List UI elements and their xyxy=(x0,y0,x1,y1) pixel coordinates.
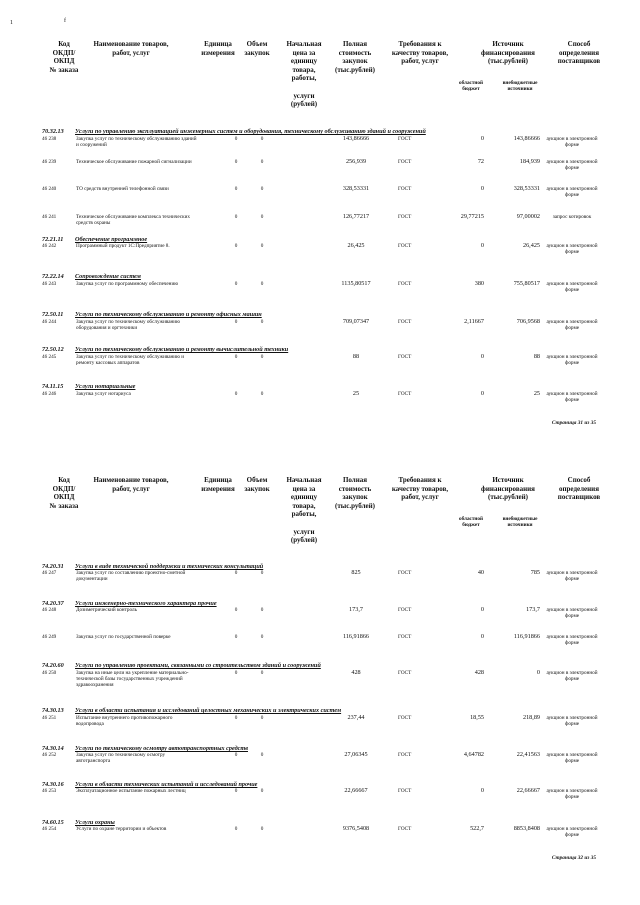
regional-budget-value: 0 xyxy=(480,633,484,640)
full-cost-value: 143,86666 xyxy=(342,135,370,142)
header-funding-source: Источник финансирования (тыс.рублей) xyxy=(481,40,535,66)
full-cost-value: 237,44 xyxy=(347,714,365,721)
regional-budget-value: 40 xyxy=(477,569,484,576)
full-cost-value: 9376,5408 xyxy=(342,825,370,832)
order-number: 46 246 xyxy=(42,391,57,397)
volume-value: 0 xyxy=(260,634,264,640)
method-value: аукцион в электронной форме xyxy=(546,670,598,683)
unit-value: 0 xyxy=(234,634,238,640)
requirements-value: ГОСТ xyxy=(398,186,412,192)
volume-value: 0 xyxy=(260,354,264,360)
method-value: аукцион в электронной форме xyxy=(546,243,598,256)
section-code: 72.22.14 xyxy=(42,273,64,280)
volume-value: 0 xyxy=(260,391,264,397)
section-heading xyxy=(42,311,262,318)
section-code: 74.20.60 xyxy=(42,662,64,669)
volume-value: 0 xyxy=(260,715,264,721)
full-cost-value: 1135,80517 xyxy=(341,280,371,287)
item-name: Услуги по охране территории и объектов xyxy=(76,826,167,832)
external-sources-value: 173,7 xyxy=(526,606,540,613)
external-sources-value: 0 xyxy=(536,669,540,676)
requirements-value: ГОСТ xyxy=(398,715,412,721)
method-value: запрос котировок xyxy=(552,214,592,220)
header-unit: Единица измерения xyxy=(201,40,235,57)
unit-value: 0 xyxy=(234,136,238,142)
method-value: аукцион в электронной форме xyxy=(546,159,598,172)
external-sources-value: 218,89 xyxy=(522,714,540,721)
section-title: Услуги в области технических испытаний и исследований прочие xyxy=(75,781,258,788)
full-cost-value: 256,939 xyxy=(345,158,367,165)
unit-value: 0 xyxy=(234,354,238,360)
external-sources-value: 25 xyxy=(533,390,540,397)
volume-value: 0 xyxy=(260,281,264,287)
section-title: Услуги по управлению проектами, связанными со строительством зданий и сооружений xyxy=(75,662,321,669)
full-cost-value: 26,425 xyxy=(347,242,365,249)
header-requirements: Требования к качеству товаров, работ, услуг xyxy=(391,40,449,66)
requirements-value: ГОСТ xyxy=(398,752,412,758)
header-volume: Объем закупок xyxy=(244,40,270,57)
requirements-value: ГОСТ xyxy=(398,214,412,220)
regional-budget-value: 0 xyxy=(480,135,484,142)
full-cost-value: 88 xyxy=(352,353,360,360)
section-code: 70.32.13 xyxy=(42,128,64,135)
method-value: аукцион в электронной форме xyxy=(546,354,598,367)
header-requirements: Требования к качеству товаров, работ, услуг xyxy=(391,476,449,502)
unit-value: 0 xyxy=(234,570,238,576)
header-start-price: Начальная цена за единицу товара, работы, услуги (рублей) xyxy=(286,40,322,109)
section-code: 74.30.14 xyxy=(42,745,64,752)
external-sources-value: 88 xyxy=(533,353,540,360)
requirements-value: ГОСТ xyxy=(398,354,412,360)
scan-mark: f xyxy=(64,18,66,24)
regional-budget-value: 380 xyxy=(474,280,484,287)
volume-value: 0 xyxy=(260,570,264,576)
header-unit: Единица измерения xyxy=(201,476,235,493)
item-name: Закупка услуг нотариуса xyxy=(76,391,131,397)
header-name: Наименование товаров, работ, услуг xyxy=(93,40,169,57)
subheader-regional: областной бюджет xyxy=(459,516,483,528)
section-title: Услуги в виде технической поддержки и технических консультаций xyxy=(75,563,264,570)
volume-value: 0 xyxy=(260,214,264,220)
full-cost-value: 22,66667 xyxy=(344,787,368,794)
order-number: 46 250 xyxy=(42,670,57,676)
external-sources-value: 184,939 xyxy=(519,158,540,165)
regional-budget-value: 29,77215 xyxy=(460,213,484,220)
section-code: 74.11.15 xyxy=(42,383,64,390)
header-full-cost: Полная стоимость закупок (тыс.рублей) xyxy=(334,476,376,510)
order-number: 46 247 xyxy=(42,570,57,576)
section-heading xyxy=(42,273,141,280)
section-heading xyxy=(42,383,135,390)
regional-budget-value: 0 xyxy=(480,787,484,794)
regional-budget-value: 0 xyxy=(480,242,484,249)
unit-value: 0 xyxy=(234,159,238,165)
order-number: 46 249 xyxy=(42,634,57,640)
unit-value: 0 xyxy=(234,391,238,397)
external-sources-value: 706,9568 xyxy=(516,318,540,325)
page-footer: Страница 32 из 35 xyxy=(551,855,596,861)
unit-value: 0 xyxy=(234,607,238,613)
regional-budget-value: 18,55 xyxy=(470,714,484,721)
requirements-value: ГОСТ xyxy=(398,243,412,249)
regional-budget-value: 0 xyxy=(480,390,484,397)
section-title: Сопровождение систем xyxy=(75,273,141,280)
section-heading xyxy=(42,707,341,714)
section-code: 74.20.31 xyxy=(42,563,64,570)
requirements-value: ГОСТ xyxy=(398,159,412,165)
order-number: 46 254 xyxy=(42,826,57,832)
header-volume: Объем закупок xyxy=(244,476,270,493)
method-value: аукцион в электронной форме xyxy=(546,391,598,404)
full-cost-value: 25 xyxy=(352,390,360,397)
section-title: Услуги в области испытания и исследований целостных механических и электрических систем xyxy=(75,707,342,714)
unit-value: 0 xyxy=(234,243,238,249)
full-cost-value: 126,77217 xyxy=(342,213,370,220)
unit-value: 0 xyxy=(234,715,238,721)
volume-value: 0 xyxy=(260,186,264,192)
volume-value: 0 xyxy=(260,607,264,613)
order-number: 46 241 xyxy=(42,214,57,220)
method-value: аукцион в электронной форме xyxy=(546,186,598,199)
order-number: 46 242 xyxy=(42,243,57,249)
requirements-value: ГОСТ xyxy=(398,136,412,142)
method-value: аукцион в электронной форме xyxy=(546,715,598,728)
regional-budget-value: 428 xyxy=(474,669,484,676)
order-number: 46 252 xyxy=(42,752,57,758)
item-name: Эксплуатационное испытание пожарных лестниц xyxy=(76,788,186,794)
requirements-value: ГОСТ xyxy=(398,670,412,676)
section-title: Услуги нотариальные xyxy=(75,383,136,390)
section-heading xyxy=(42,662,321,669)
item-name: Техническое обслуживание комплекса технических средств охраны xyxy=(76,214,190,227)
requirements-value: ГОСТ xyxy=(398,634,412,640)
volume-value: 0 xyxy=(260,670,264,676)
volume-value: 0 xyxy=(260,752,264,758)
regional-budget-value: 0 xyxy=(480,353,484,360)
unit-value: 0 xyxy=(234,214,238,220)
item-name: Закупка услуг по техническому обслуживанию оборудования и оргтехники xyxy=(76,319,180,332)
section-heading xyxy=(42,236,147,243)
subheader-regional: областной бюджет xyxy=(459,80,483,92)
method-value: аукцион в электронной форме xyxy=(546,570,598,583)
order-number: 46 248 xyxy=(42,607,57,613)
method-value: аукцион в электронной форме xyxy=(546,788,598,801)
section-code: 72.50.11 xyxy=(42,311,64,318)
unit-value: 0 xyxy=(234,281,238,287)
section-code: 74.30.16 xyxy=(42,781,64,788)
page-footer: Страница 31 из 35 xyxy=(551,420,596,426)
section-code: 74.30.13 xyxy=(42,707,64,714)
header-code: Код ОКДП/ ОКПД № заказа xyxy=(49,40,79,74)
external-sources-value: 143,86666 xyxy=(513,135,540,142)
subheader-external: внебюджетные источники xyxy=(502,516,538,528)
item-name: Закупка услуг по составлению проектно-сметной документации xyxy=(76,570,186,583)
method-value: аукцион в электронной форме xyxy=(546,826,598,839)
subheader-external: внебюджетные источники xyxy=(502,80,538,92)
item-name: ТО средств внутренней телефонной связи xyxy=(76,186,169,192)
requirements-value: ГОСТ xyxy=(398,826,412,832)
section-title: Услуги по техническому обслуживанию и ремонту офисных машин xyxy=(75,311,262,318)
section-title: Услуги по техническому обслуживанию и ремонту вычислительной техники xyxy=(75,346,289,353)
external-sources-value: 116,91866 xyxy=(513,633,540,640)
section-code: 72.21.11 xyxy=(42,236,64,243)
full-cost-value: 709,07347 xyxy=(342,318,370,325)
unit-value: 0 xyxy=(234,752,238,758)
method-value: аукцион в электронной форме xyxy=(546,281,598,294)
order-number: 46 240 xyxy=(42,186,57,192)
section-heading xyxy=(42,819,115,826)
regional-budget-value: 72 xyxy=(477,158,484,165)
order-number: 46 253 xyxy=(42,788,57,794)
order-number: 46 238 xyxy=(42,136,57,142)
order-number: 46 239 xyxy=(42,159,57,165)
order-number: 46 243 xyxy=(42,281,57,287)
requirements-value: ГОСТ xyxy=(398,570,412,576)
section-title: Услуги по техническому осмотру автотранспортных средств xyxy=(75,745,248,752)
item-name: Закупка услуг по государственной поверке xyxy=(76,634,171,640)
regional-budget-value: 4,64782 xyxy=(463,751,484,758)
section-heading xyxy=(42,128,426,135)
section-title: Услуги по управлению эксплуатацией инженерных систем и оборудования, техническому обслуживанию зданий и сооружений xyxy=(75,128,426,135)
regional-budget-value: 0 xyxy=(480,606,484,613)
external-sources-value: 97,00002 xyxy=(516,213,540,220)
order-number: 46 245 xyxy=(42,354,57,360)
regional-budget-value: 522,7 xyxy=(470,825,484,832)
method-value: аукцион в электронной форме xyxy=(546,634,598,647)
section-heading xyxy=(42,346,288,353)
method-value: аукцион в электронной форме xyxy=(546,136,598,149)
external-sources-value: 785 xyxy=(530,569,540,576)
section-title: Обеспечение программное xyxy=(75,236,148,243)
full-cost-value: 825 xyxy=(351,569,361,576)
volume-value: 0 xyxy=(260,788,264,794)
method-value: аукцион в электронной форме xyxy=(546,319,598,332)
item-name: Закупка услуг по техническому обслуживанию и ремонту кассовых аппаратов xyxy=(76,354,185,367)
full-cost-value: 428 xyxy=(351,669,361,676)
unit-value: 0 xyxy=(234,826,238,832)
unit-value: 0 xyxy=(234,670,238,676)
requirements-value: ГОСТ xyxy=(398,319,412,325)
section-heading xyxy=(42,781,257,788)
item-name: Закупка на иные цели на укрепление материально-технической базы государственных учреждений здравоохранения xyxy=(76,670,189,689)
header-funding-source: Источник финансирования (тыс.рублей) xyxy=(481,476,535,502)
section-code: 72.50.12 xyxy=(42,346,64,353)
section-code: 74.60.15 xyxy=(42,819,64,826)
external-sources-value: 755,80517 xyxy=(513,280,540,287)
section-code: 74.20.37 xyxy=(42,600,64,607)
order-number: 46 251 xyxy=(42,715,57,721)
header-name: Наименование товаров, работ, услуг xyxy=(93,476,169,493)
full-cost-value: 328,53331 xyxy=(342,185,370,192)
section-title: Услуги охраны xyxy=(75,819,115,826)
header-code: Код ОКДП/ ОКПД № заказа xyxy=(49,476,79,510)
method-value: аукцион в электронной форме xyxy=(546,752,598,765)
section-title: Услуги инженерно-технического характера прочие xyxy=(75,600,217,607)
requirements-value: ГОСТ xyxy=(398,788,412,794)
header-method: Способ определения поставщиков xyxy=(557,40,601,66)
section-heading xyxy=(42,600,217,607)
item-name: Дозиметрический контроль xyxy=(76,607,137,613)
external-sources-value: 22,41563 xyxy=(516,751,540,758)
section-heading xyxy=(42,745,248,752)
external-sources-value: 328,53331 xyxy=(513,185,540,192)
regional-budget-value: 0 xyxy=(480,185,484,192)
unit-value: 0 xyxy=(234,319,238,325)
volume-value: 0 xyxy=(260,319,264,325)
full-cost-value: 27,06345 xyxy=(344,751,368,758)
volume-value: 0 xyxy=(260,159,264,165)
section-heading xyxy=(42,563,263,570)
header-start-price: Начальная цена за единицу товара, работы, услуги (рублей) xyxy=(286,476,322,545)
item-name: Техническое обслуживание пожарной сигнализации xyxy=(76,159,192,165)
unit-value: 0 xyxy=(234,186,238,192)
scan-mark: 1 xyxy=(10,20,13,26)
external-sources-value: 26,425 xyxy=(522,242,540,249)
volume-value: 0 xyxy=(260,826,264,832)
order-number: 46 244 xyxy=(42,319,57,325)
header-method: Способ определения поставщиков xyxy=(557,476,601,502)
volume-value: 0 xyxy=(260,243,264,249)
requirements-value: ГОСТ xyxy=(398,281,412,287)
item-name: Испытание внутреннего противопожарного водопровода xyxy=(76,715,173,728)
unit-value: 0 xyxy=(234,788,238,794)
regional-budget-value: 2,11667 xyxy=(464,318,484,325)
external-sources-value: 22,66667 xyxy=(516,787,540,794)
requirements-value: ГОСТ xyxy=(398,391,412,397)
item-name: Закупка услуг по программному обеспечению xyxy=(76,281,179,287)
method-value: аукцион в электронной форме xyxy=(546,607,598,620)
requirements-value: ГОСТ xyxy=(398,607,412,613)
item-name: Закупка услуг по техническому осмотру автотранспорта xyxy=(76,752,166,765)
volume-value: 0 xyxy=(260,136,264,142)
external-sources-value: 8853,8408 xyxy=(513,825,540,832)
item-name: Закупка услуг по техническому обслуживанию зданий и сооружений xyxy=(76,136,197,149)
item-name: Программный продукт 1С:Предприятие 8. xyxy=(76,243,170,249)
full-cost-value: 173,7 xyxy=(349,606,363,613)
header-full-cost: Полная стоимость закупок (тыс.рублей) xyxy=(334,40,376,74)
full-cost-value: 116,91866 xyxy=(342,633,370,640)
